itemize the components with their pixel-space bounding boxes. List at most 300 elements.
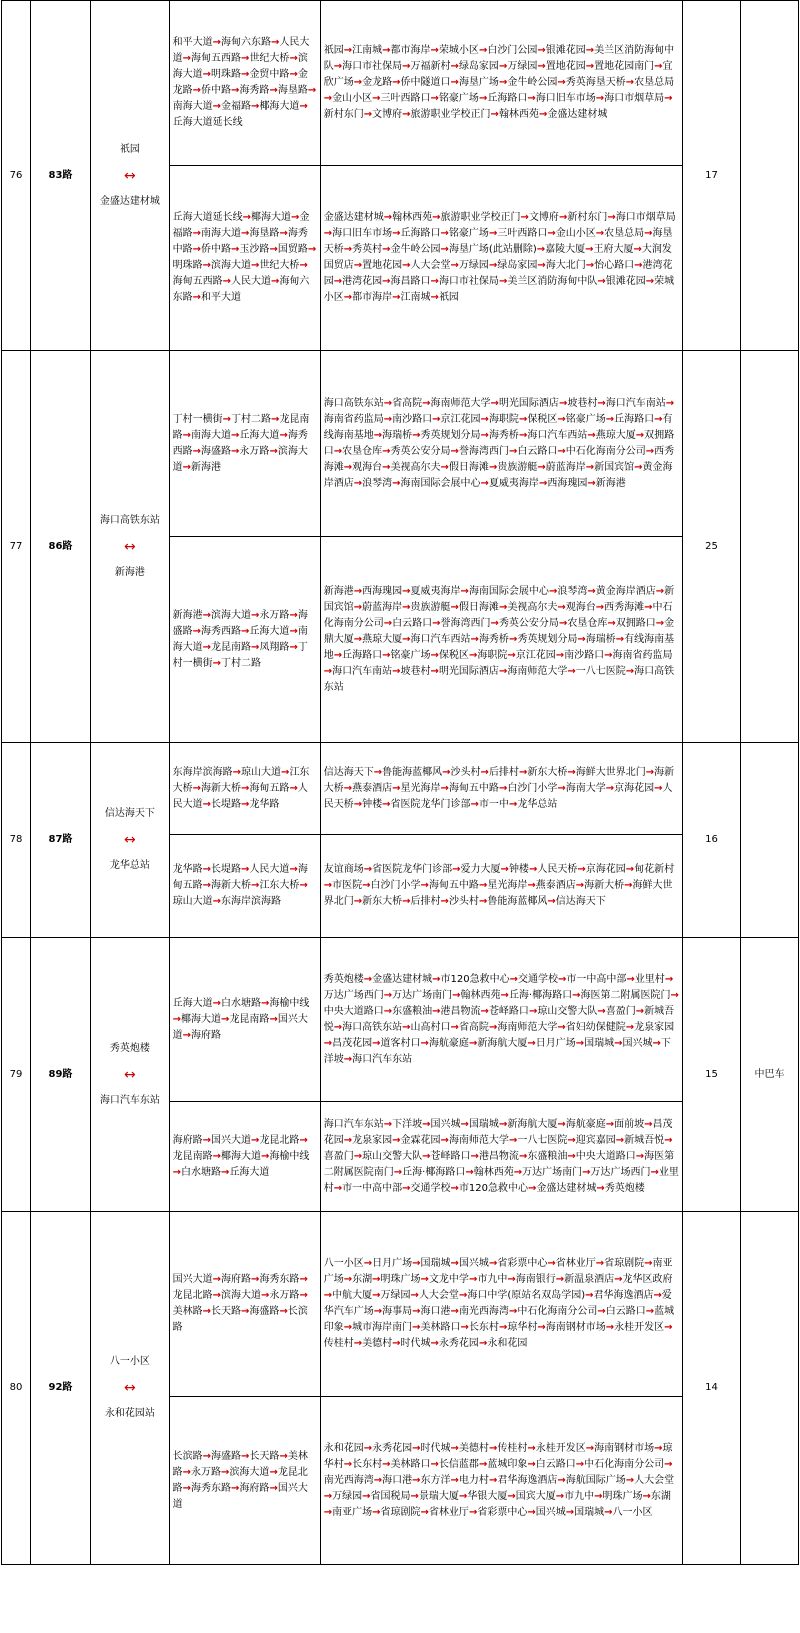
arrow-right-icon: → — [652, 1037, 661, 1049]
stop-item: 置地花园南门 — [594, 61, 655, 72]
stop-item: 一八七医院 — [575, 665, 626, 677]
stop-item: 贵族游艇 — [410, 601, 451, 613]
stop-item: 省彩票中心 — [497, 1258, 548, 1269]
arrow-right-icon: → — [299, 260, 308, 271]
arrow-right-icon: → — [498, 1322, 508, 1333]
arrow-right-icon: → — [664, 973, 674, 985]
stop-item: 海口旧车市场 — [332, 228, 393, 239]
arrow-right-icon: → — [402, 61, 411, 72]
vehicle-type — [740, 1212, 798, 1565]
road-item: 侨中路 — [201, 85, 232, 96]
arrow-right-icon: → — [470, 798, 479, 810]
arrow-right-icon: → — [402, 601, 411, 613]
stop-item: 海南师范大学 — [507, 665, 568, 677]
road-item: 国贸路 — [277, 244, 308, 255]
road-item: 江东大桥 — [259, 880, 300, 891]
stop-item: 爱力大厦 — [460, 864, 501, 875]
stop-item: 海口汽车南站 — [605, 397, 666, 409]
road-item: 海秀西路 — [201, 625, 242, 637]
arrow-right-icon: → — [635, 1005, 645, 1017]
arrow-right-icon: → — [289, 69, 298, 80]
arrow-right-icon: → — [596, 1182, 605, 1194]
stop-item: 东湖 — [352, 1274, 373, 1285]
arrow-right-icon: → — [587, 585, 596, 597]
arrow-right-icon: → — [478, 45, 488, 56]
table-row — [2, 351, 799, 537]
road-item: 丘海大道 — [172, 997, 213, 1009]
stop-item: 东湖 — [650, 1490, 671, 1502]
stop-item: 文龙中学 — [428, 1274, 469, 1285]
arrow-right-icon: → — [527, 1506, 536, 1518]
arrow-right-icon: → — [614, 1274, 623, 1285]
route-stops — [320, 743, 682, 835]
arrow-right-icon: → — [353, 798, 363, 810]
stop-item: 沙头村 — [450, 766, 481, 778]
arrow-right-icon: → — [488, 260, 498, 271]
arrow-right-icon: → — [232, 766, 242, 778]
stop-item: 海南国际会展中心 — [468, 585, 549, 597]
arrow-right-icon: → — [289, 782, 298, 794]
road-item: 海新大桥 — [201, 782, 242, 794]
stop-item: 新国宾馆 — [323, 585, 675, 613]
arrow-right-icon: → — [488, 1258, 498, 1269]
arrow-right-icon: → — [412, 1474, 421, 1486]
arrow-right-icon: → — [440, 1134, 449, 1146]
arrow-right-icon: → — [527, 1037, 536, 1049]
route-name: 86路 — [30, 351, 90, 743]
stop-item: 白云路口 — [605, 1306, 646, 1317]
stop-item: 海垦广场 — [458, 77, 499, 88]
arrow-right-icon: → — [343, 1458, 353, 1470]
arrow-right-icon: → — [577, 633, 586, 645]
arrow-right-icon: → — [597, 1306, 606, 1317]
arrow-right-icon: → — [555, 649, 565, 661]
road-item: 海秀路 — [239, 85, 270, 96]
stop-item: 美林路口 — [390, 1458, 431, 1470]
arrow-right-icon: → — [212, 997, 222, 1009]
stop-item: 永桂开发区 — [614, 1322, 665, 1333]
arrow-right-icon: → — [450, 260, 459, 271]
bidirectional-arrow-icon: ↔ — [123, 167, 136, 184]
stop-item: 龙泉家园 — [634, 1021, 675, 1033]
road-item: 国兴大道 — [172, 1274, 213, 1285]
arrow-right-icon: → — [363, 864, 373, 875]
stop-item: 昌茂花园 — [323, 1118, 673, 1146]
stop-item: 鲁能海蓝椰风 — [487, 896, 548, 907]
road-item: 海榆中线 — [269, 1150, 310, 1162]
arrow-right-icon: → — [555, 1490, 565, 1502]
arrow-right-icon: → — [547, 228, 556, 239]
arrow-right-icon: → — [585, 244, 594, 255]
stop-item: 白沙门小学 — [370, 880, 421, 891]
road-item: 长堤路 — [211, 864, 242, 875]
arrow-right-icon: → — [547, 1258, 556, 1269]
road-item: 新海港 — [191, 461, 222, 473]
road-item: 长天路 — [211, 1306, 242, 1317]
arrow-right-icon: → — [231, 429, 240, 441]
road-item: 琼山大道 — [241, 766, 282, 778]
stop-item: 省林业厅 — [428, 1506, 469, 1518]
arrow-right-icon: → — [392, 292, 401, 303]
stop-item: 贵族游艇 — [497, 461, 538, 473]
arrow-right-icon: → — [664, 1134, 673, 1146]
stop-item: 中石化海南分公司 — [565, 445, 646, 457]
stop-item: 业里村 — [634, 973, 665, 985]
arrow-right-icon: → — [212, 1274, 222, 1285]
arrow-right-icon: → — [548, 585, 558, 597]
road-item: 人民大道 — [249, 864, 290, 875]
arrow-right-icon: → — [527, 880, 536, 891]
stop-item: 三叶西路口 — [497, 228, 548, 239]
arrow-right-icon: → — [392, 1134, 401, 1146]
road-item: 长堤路 — [211, 798, 242, 810]
stop-item: 大润发国贸店 — [323, 244, 672, 271]
arrow-right-icon: → — [458, 1290, 468, 1301]
arrow-right-icon: → — [307, 85, 317, 96]
road-item: 龙华路 — [172, 864, 203, 875]
stop-item: 山高村口 — [410, 1021, 451, 1033]
stop-item: 翰林西苑 — [460, 989, 501, 1001]
stop-item: 海航国际广场 — [565, 1474, 626, 1486]
arrow-right-icon: → — [488, 461, 498, 473]
arrow-right-icon: → — [655, 585, 665, 597]
arrow-right-icon: → — [498, 61, 508, 72]
road-item: 龙华路 — [249, 798, 280, 810]
arrow-right-icon: → — [241, 625, 250, 637]
stop-item: 金盛达建材城 — [536, 1182, 597, 1194]
arrow-right-icon: → — [222, 413, 232, 425]
stop-item: 祇园 — [323, 45, 344, 56]
arrow-right-icon: → — [567, 1134, 576, 1146]
stop-item: 农垦总局 — [634, 77, 675, 88]
arrow-right-icon: → — [221, 1166, 230, 1178]
stop-item: 祇园 — [438, 292, 459, 303]
arrow-right-icon: → — [607, 212, 616, 223]
stop-item: 喜盈门 — [605, 1005, 636, 1017]
road-item: 南海大道 — [191, 429, 232, 441]
arrow-right-icon: → — [333, 1021, 343, 1033]
arrow-right-icon: → — [242, 212, 252, 223]
arrow-right-icon: → — [654, 1442, 663, 1454]
stop-item: 中石化海南分公司 — [517, 1306, 598, 1317]
arrow-right-icon: → — [440, 228, 449, 239]
arrow-right-icon: → — [587, 477, 596, 489]
stop-item: 信达海天下 — [555, 896, 606, 907]
stop-item: 龙华区政府 — [622, 1274, 673, 1285]
arrow-right-icon: → — [212, 37, 222, 48]
stop-item: 海南师范大学 — [430, 397, 491, 409]
arrow-right-icon: → — [172, 1013, 182, 1025]
vehicle-type: 中巴车 — [740, 938, 798, 1212]
arrow-right-icon: → — [383, 617, 393, 629]
arrow-right-icon: → — [333, 276, 343, 287]
stop-item: 农垦总局 — [604, 228, 645, 239]
arrow-right-icon: → — [607, 617, 616, 629]
arrow-right-icon: → — [392, 665, 401, 677]
stop-item: 美视高尔夫 — [390, 461, 441, 473]
stop-item: 京江花园 — [440, 413, 481, 425]
arrow-right-icon: → — [452, 864, 461, 875]
arrow-right-icon: → — [420, 1037, 429, 1049]
vehicle-type — [740, 1, 798, 351]
stop-item: 夏威夷海岸 — [488, 477, 539, 489]
stop-item: 侨中隧道口 — [400, 77, 451, 88]
stop-item: 新海港 — [323, 585, 354, 597]
arrow-right-icon: → — [653, 1290, 662, 1301]
road-item: 丘海大道 — [229, 1166, 270, 1178]
stop-item: 怡心路口 — [594, 260, 635, 271]
stop-item: 市一中高中部 — [566, 973, 627, 985]
arrow-right-icon: → — [373, 766, 383, 778]
arrow-right-icon: → — [498, 782, 508, 794]
stop-item: 文博府 — [372, 109, 403, 120]
arrow-right-icon: → — [373, 429, 383, 441]
arrow-right-icon: → — [575, 1458, 585, 1470]
stop-item: 省林业厅 — [555, 1258, 596, 1269]
arrow-right-icon: → — [585, 1442, 595, 1454]
stop-item: 面前坡 — [614, 1118, 645, 1130]
road-item: 丁村二路 — [231, 413, 272, 425]
stop-item: 京海花园 — [614, 782, 655, 794]
arrow-right-icon: → — [655, 617, 665, 629]
arrow-right-icon: → — [353, 77, 363, 88]
arrow-right-icon: → — [343, 292, 353, 303]
road-item: 龙昆北路 — [172, 1290, 213, 1301]
arrow-right-icon: → — [595, 601, 605, 613]
stop-item: 海大北门 — [545, 260, 586, 271]
arrow-right-icon: → — [480, 477, 489, 489]
stop-item: 海口汽车东站 — [352, 1053, 413, 1065]
arrow-right-icon: → — [595, 228, 605, 239]
stop-item: 中航大厦 — [332, 1290, 373, 1301]
arrow-right-icon: → — [440, 461, 449, 473]
road-item: 丁村一横街 — [172, 413, 223, 425]
road-item: 金福路 — [172, 212, 310, 239]
arrow-right-icon: → — [605, 413, 615, 425]
stop-item: 琼华村 — [507, 1322, 538, 1333]
arrow-right-icon: → — [412, 1258, 421, 1269]
stop-item: 国宾大厦 — [515, 1490, 556, 1502]
stop-item: 假日海滩 — [458, 601, 499, 613]
arrow-right-icon: → — [440, 896, 449, 907]
stop-item: 南光西海湾 — [458, 1306, 509, 1317]
stop-item: 金霖花园 — [400, 1134, 441, 1146]
road-item: 丁村一横街 — [172, 641, 308, 669]
stop-item: 丘海路口 — [487, 93, 528, 104]
arrow-right-icon: → — [558, 397, 568, 409]
arrow-right-icon: → — [432, 973, 441, 985]
road-item: 龙昆南路 — [172, 1150, 213, 1162]
arrow-right-icon: → — [567, 766, 576, 778]
arrow-right-icon: → — [537, 45, 546, 56]
arrow-right-icon: → — [508, 1306, 518, 1317]
road-item: 海垦路 — [249, 228, 280, 239]
stop-item: 新城吾悦 — [624, 1134, 665, 1146]
stop-item: 海南钢材市场 — [594, 1442, 655, 1454]
arrow-right-icon: → — [279, 1450, 288, 1462]
arrow-right-icon: → — [212, 1290, 222, 1301]
arrow-right-icon: → — [202, 880, 212, 891]
arrow-right-icon: → — [575, 1037, 585, 1049]
stop-item: 城市海岸南门 — [352, 1322, 413, 1333]
stop-item: 丘海路口 — [400, 228, 441, 239]
arrow-right-icon: → — [577, 864, 586, 875]
arrow-right-icon: → — [585, 461, 595, 473]
arrow-right-icon: → — [382, 461, 391, 473]
arrow-right-icon: → — [440, 244, 449, 255]
road-item: 龙昆北路 — [172, 1466, 308, 1494]
stop-item: 海口市社保局 — [438, 276, 499, 287]
arrow-right-icon: → — [412, 1306, 421, 1317]
stop-item: 京海花园 — [585, 864, 626, 875]
arrow-right-icon: → — [615, 1134, 625, 1146]
arrow-right-icon: → — [625, 77, 635, 88]
bidirectional-arrow-icon: ↔ — [123, 1380, 136, 1396]
route-roads — [169, 537, 320, 743]
arrow-right-icon: → — [644, 601, 653, 613]
arrow-right-icon: → — [231, 445, 240, 457]
stop-item: 海职院 — [477, 649, 508, 661]
arrow-right-icon: → — [450, 445, 459, 457]
stop-item: 省高院 — [392, 397, 423, 409]
arrow-right-icon: → — [323, 1037, 333, 1049]
arrow-right-icon: → — [460, 585, 469, 597]
stop-item: 银滩花园 — [605, 276, 646, 287]
stop-item: 万达广场西门 — [590, 1166, 651, 1178]
stop-item: 海医第二附属医院门 — [580, 989, 671, 1001]
stop-item: 明珠广场 — [602, 1490, 643, 1502]
arrow-right-icon: → — [343, 1274, 353, 1285]
arrow-right-icon: → — [557, 1474, 566, 1486]
stop-item: 秀英规划分局 — [420, 429, 481, 441]
arrow-right-icon: → — [353, 601, 363, 613]
stop-item: 海口汽车东站 — [323, 1118, 384, 1130]
stop-item: 誉海湾西门 — [458, 445, 509, 457]
stop-item: 南沙路口 — [564, 649, 605, 661]
arrow-right-icon: → — [251, 609, 260, 621]
arrow-right-icon: → — [594, 1490, 603, 1502]
stop-item: 秀英海垦天桥 — [565, 77, 626, 88]
bidirectional-arrow-icon: ↔ — [123, 832, 136, 848]
arrow-right-icon: → — [557, 77, 566, 88]
arrow-right-icon: → — [353, 896, 363, 907]
route-name: 89路 — [30, 938, 90, 1212]
arrow-right-icon: → — [527, 93, 536, 104]
stop-item: 燕琼大厦 — [595, 429, 636, 441]
road-item: 东海岸滨海路 — [172, 766, 233, 778]
stop-item: 海航豪庭 — [428, 1037, 469, 1049]
arrow-right-icon: → — [353, 1150, 363, 1162]
arrow-right-icon: → — [450, 601, 459, 613]
arrow-right-icon: → — [557, 601, 566, 613]
arrow-right-icon: → — [450, 1306, 459, 1317]
arrow-right-icon: → — [261, 997, 270, 1009]
stop-item: 蓝城印象 — [487, 1458, 528, 1470]
arrow-right-icon: → — [664, 93, 673, 104]
arrow-right-icon: → — [518, 429, 528, 441]
road-item: 明珠路 — [172, 260, 203, 271]
road-item: 海盛路 — [172, 609, 308, 637]
stop-item: 华银大厦 — [467, 1490, 508, 1502]
arrow-right-icon: → — [442, 766, 451, 778]
arrow-right-icon: → — [595, 1258, 605, 1269]
road-item: 东海岸滨海路 — [221, 896, 282, 907]
stop-item: 八一小区 — [323, 1258, 364, 1269]
arrow-right-icon: → — [490, 617, 499, 629]
arrow-right-icon: → — [634, 260, 643, 271]
arrow-right-icon: → — [343, 1053, 353, 1065]
stop-item: 浪琴湾 — [557, 585, 588, 597]
arrow-right-icon: → — [343, 1134, 353, 1146]
arrow-right-icon: → — [323, 1490, 333, 1502]
stop-item: 万绿园 — [458, 260, 489, 271]
road-item: 白水塘路 — [221, 997, 262, 1009]
arrow-right-icon: → — [172, 1166, 182, 1178]
arrow-right-icon: → — [558, 617, 568, 629]
stop-item: 后排村 — [410, 896, 441, 907]
route-name: 83路 — [30, 1, 90, 351]
stop-item: 新温泉酒店 — [564, 1274, 615, 1285]
bidirectional-arrow-icon: ↔ — [123, 538, 136, 555]
road-item: 海甸六东路 — [172, 276, 310, 303]
arrow-right-icon: → — [500, 989, 509, 1001]
stop-item: 永桂开发区 — [535, 1442, 586, 1454]
arrow-right-icon: → — [362, 880, 371, 891]
arrow-right-icon: → — [468, 649, 478, 661]
stop-item: 海口市烟草局 — [615, 212, 676, 223]
arrow-right-icon: → — [192, 292, 202, 303]
stop-item: 海鲜大世界北门 — [323, 880, 673, 907]
arrow-right-icon: → — [538, 109, 548, 120]
stop-item: 南沙路口 — [392, 413, 433, 425]
arrow-right-icon: → — [383, 212, 393, 223]
arrow-right-icon: → — [557, 782, 566, 794]
stop-item: 海新大桥 — [584, 880, 625, 891]
arrow-right-icon: → — [585, 1290, 594, 1301]
arrow-right-icon: → — [353, 585, 363, 597]
stop-item: 长东村 — [468, 1322, 499, 1333]
stop-item: 海甸五中路 — [448, 782, 499, 794]
stop-item: 绿岛家园 — [458, 61, 499, 72]
arrow-right-icon: → — [323, 93, 333, 104]
route-name: 87路 — [30, 743, 90, 938]
stop-item: 南光西海湾 — [323, 1474, 374, 1486]
route-roads — [169, 1397, 320, 1565]
stop-item: 东盛粮油 — [392, 1005, 433, 1017]
arrow-right-icon: → — [182, 53, 192, 64]
arrow-right-icon: → — [383, 397, 393, 409]
arrow-right-icon: → — [605, 782, 615, 794]
arrow-right-icon: → — [527, 1458, 536, 1470]
stop-item: 海口高铁东站 — [342, 1021, 403, 1033]
row-number: 80 — [2, 1212, 31, 1565]
arrow-right-icon: → — [478, 896, 488, 907]
stop-item: 国瑞城 — [420, 1258, 451, 1269]
stop-item: 长信蓝郡 — [438, 1458, 479, 1470]
road-item: 国兴大道 — [211, 1134, 252, 1146]
arrow-right-icon: → — [498, 77, 508, 88]
stop-item: 市九中 — [564, 1490, 595, 1502]
stop-item: 海新大桥 — [323, 766, 675, 794]
stop-item: 永和花园 — [323, 1442, 364, 1454]
road-item: 滨海大道 — [229, 1466, 270, 1478]
arrow-right-icon: → — [665, 397, 675, 409]
stop-item: 省琼剧院 — [604, 1258, 645, 1269]
stop-item: 海口汽车西站 — [410, 633, 471, 645]
stop-item: 市一中 — [478, 798, 509, 810]
stop-item: 蔚蓝海岸 — [362, 601, 403, 613]
stop-item: 荣城小区 — [438, 45, 479, 56]
